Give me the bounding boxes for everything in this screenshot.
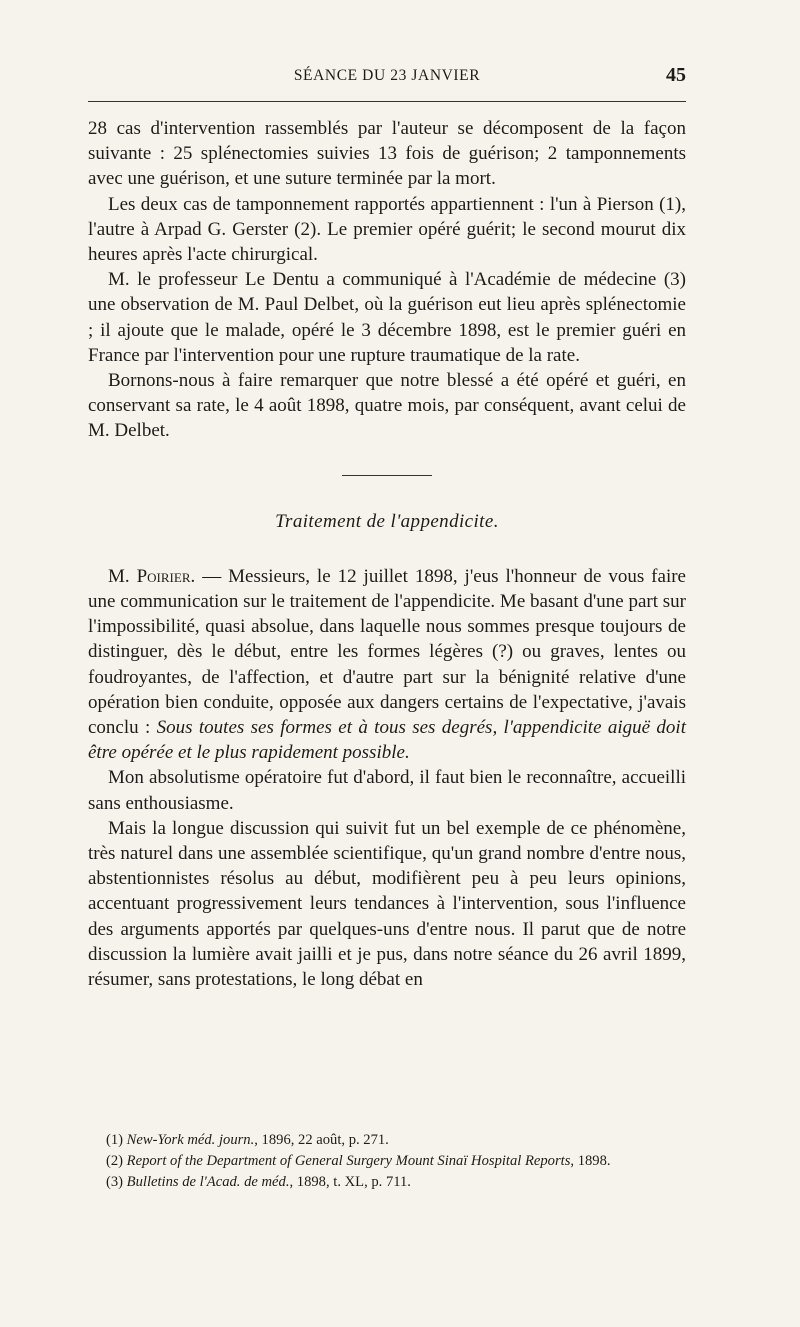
footnote-1-number: (1) [106, 1132, 127, 1148]
paragraph-3: M. le professeur Le Dentu a communiqué à l'Académie de médecine (3) une observation de M. Paul Delbet, où la guérison eut lieu après splénectomie ; il ajoute que le malade, opéré le 3 décembre 1898, est le premier guéri en France par l'intervention pour une rupture traumatique de la rate. [88, 269, 686, 366]
footnote-3-source: Bulletins de l'Acad. de méd. [126, 1174, 290, 1190]
paragraph-4: Bornons-nous à faire remarquer que notre blessé a été opéré et guéri, en conservant sa rate, le 4 août 1898, quatre mois, par conséquent, avant celui de M. Delbet. [88, 370, 686, 442]
footnote-1-source: New-York méd. journ. [126, 1132, 255, 1148]
footnote-1 [88, 1130, 686, 1151]
footnote-2-number: (2) [106, 1153, 127, 1169]
running-title: SÉANCE DU 23 JANVIER [293, 67, 481, 84]
footnote-3-detail: , 1898, t. XL, p. 711. [289, 1174, 411, 1190]
speaker-name: M. Poirier. [108, 565, 196, 587]
paragraph-5-conclusion: Sous toutes ses formes et à tous ses degrés, l'appendicite aiguë doit être opérée et le plus rapidement possible. [88, 717, 686, 764]
header-rule [88, 101, 686, 102]
paragraph-6: Mon absolutisme opératoire fut d'abord, il faut bien le reconnaître, accueilli sans enthousiasme. [88, 767, 686, 814]
page-number: 45 [666, 64, 686, 86]
paragraph-7: Mais la longue discussion qui suivit fut un bel exemple de ce phénomène, très naturel dans une assemblée scientifique, qu'un grand nombre d'entre nous, abstentionnistes résolus au début, modifièrent peu à peu leurs opinions, accentuant progressivement leurs tendances à l'intervention, sous l'influence des arguments apportés par quelques-uns d'entre nous. Il parut que de notre discussion la lumière avait jailli et je pus, dans notre séance du 26 avril 1899, résumer, sans protestations, le long débat en [88, 817, 686, 991]
footnotes [88, 1130, 686, 1193]
footnote-1-detail: , 1896, 22 août, p. 271. [254, 1132, 389, 1148]
footnote-2-source: Report of the Department of General Surgery Mount Sinaï Hospital Reports [126, 1153, 571, 1169]
section-divider [342, 475, 432, 476]
running-head [88, 64, 686, 88]
section-title: Traitement de l'appendicite. [275, 510, 499, 532]
footnote-2-detail: , 1898. [570, 1153, 611, 1169]
body-text [88, 116, 686, 992]
paragraph-5-text: — Messieurs, le 12 juillet 1898, j'eus l'honneur de vous faire une communication sur le traitement de l'appendicite. Me basant d'une part sur l'impossibilité, quasi absolue, dans laquelle nous sommes presque toujours de distinguer, dès le début, entre les formes légères (?) ou graves, lentes ou foudroyantes, de l'affection, et d'autre part sur la bénignité relative d'une opération bien conduite, opposée aux dangers certains de l'expectative, j'avais conclu : [88, 565, 686, 739]
footnote-2 [88, 1151, 686, 1172]
footnote-3 [88, 1172, 686, 1193]
paragraph-2: Les deux cas de tamponnement rapportés appartiennent : l'un à Pierson (1), l'autre à Arpad G. Gerster (2). Le premier opéré guérit; le second mourut dix heures après l'acte chirurgical. [88, 193, 686, 266]
footnote-3-number: (3) [106, 1174, 127, 1190]
paragraph-5 [88, 564, 686, 766]
paragraph-1: 28 cas d'intervention rassemblés par l'auteur se décomposent de la façon suivante : 25 splénectomies suivies 13 fois de guérison; 2 tamponnements avec une guérison, et une suture terminée par la mort. [88, 118, 686, 190]
